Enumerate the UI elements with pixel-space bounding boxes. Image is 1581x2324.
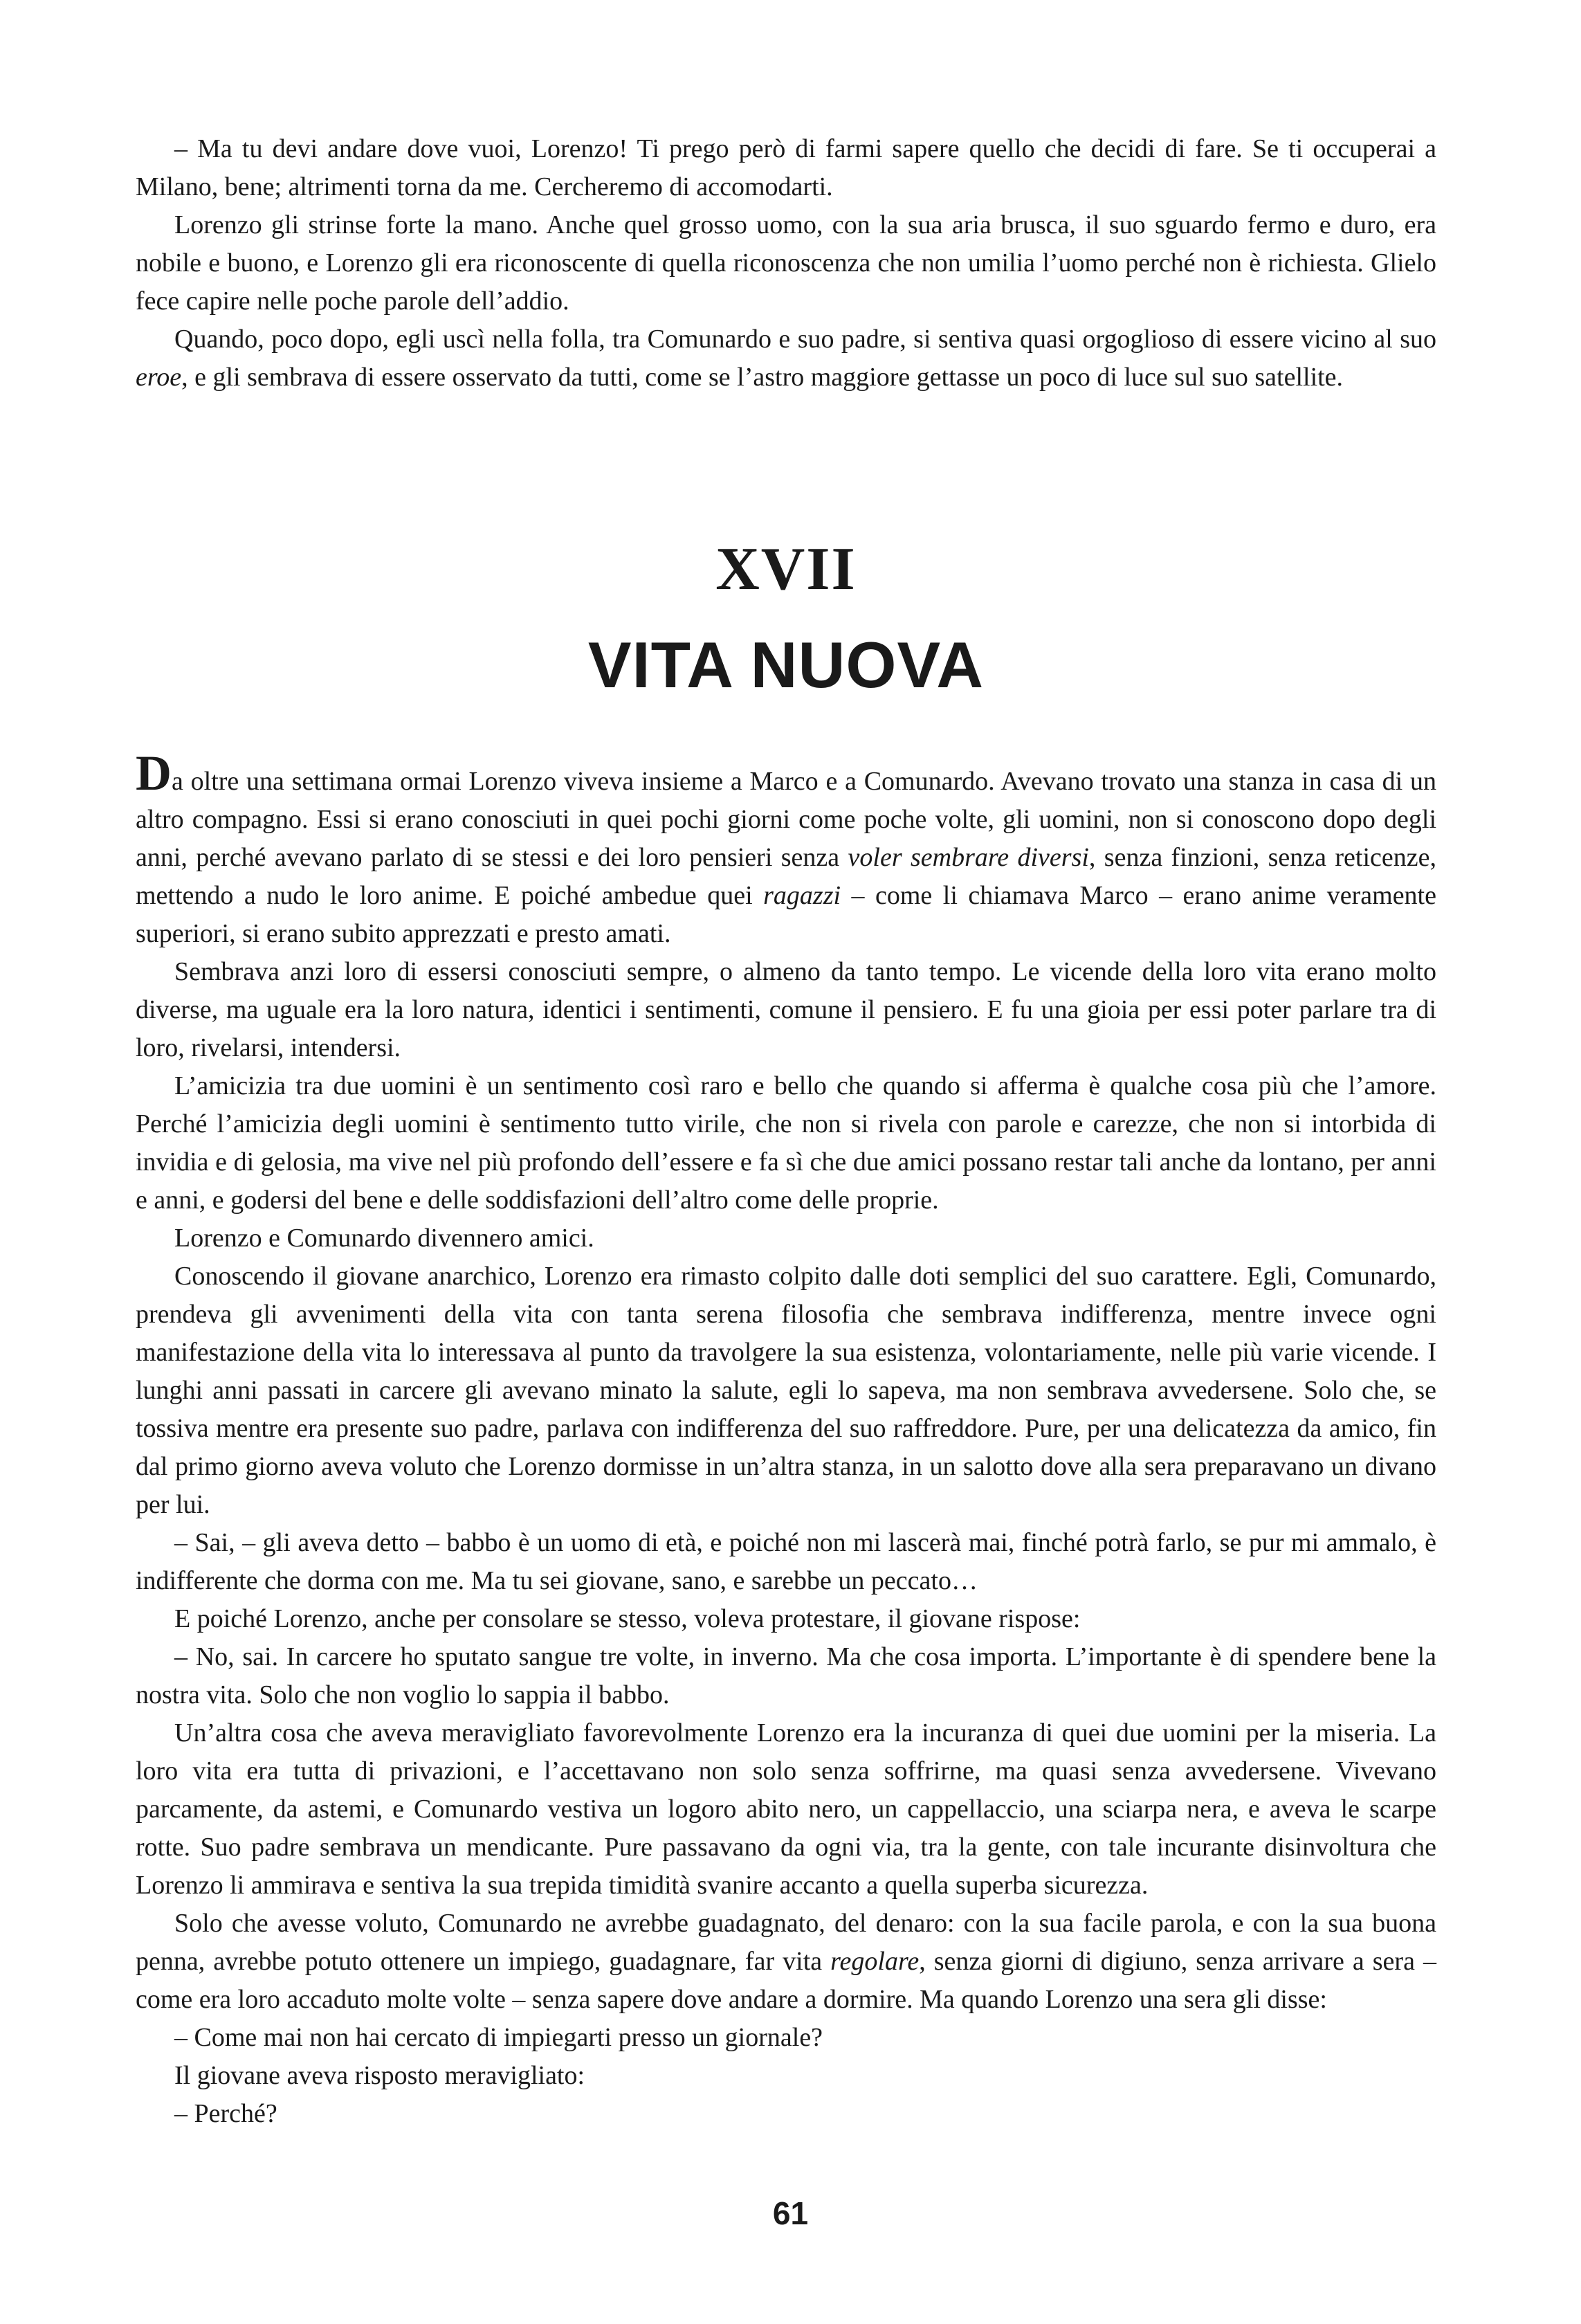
paragraph: – Sai, – gli aveva detto – babbo è un uomo di età, e poiché non mi lascerà mai, finché potrà farlo, se pur mi ammalo, è indifferente che dorma con me. Ma tu sei giovane, sano, e sarebbe un peccato… bbox=[136, 1528, 1436, 1595]
paragraph: – Perché? bbox=[174, 2099, 277, 2128]
page-number: 61 bbox=[772, 2195, 809, 2231]
paragraph: Il giovane aveva risposto meravigliato: bbox=[174, 2061, 585, 2090]
drop-cap: D bbox=[136, 745, 172, 801]
paragraph: Quando, poco dopo, egli uscì nella folla, tra Comunardo e suo padre, si sentiva quasi orgoglioso di essere vicino al suo eroe, e gli sembrava di essere osservato da tutti, come se l’astro maggiore gettasse un poco di luce sul suo satellite. bbox=[136, 325, 1436, 392]
paragraph: E poiché Lorenzo, anche per consolare se stesso, voleva protestare, il giovane rispose: bbox=[174, 1604, 1081, 1633]
paragraph: Conoscendo il giovane anarchico, Lorenzo era rimasto colpito dalle doti semplici del suo carattere. Egli, Comunardo, prendeva gli avvenimenti della vita con tanta serena filosofia che sembrava indifferenza, mentre invece ogni manifestazione della vita lo interessava al punto da travolgere la sua esistenza, volontariamente, nelle più varie vicende. I lunghi anni passati in carcere gli avevano minato la salute, egli lo sapeva, ma non sembrava avvedersene. Solo che, se tossiva mentre era presente suo padre, parlava con indifferenza del suo raffreddore. Pure, per una delicatezza da amico, fin dal primo giorno aveva voluto che Lorenzo dormisse in un’altra stanza, in un salotto dove alla sera preparavano un divano per lui. bbox=[136, 1262, 1436, 1519]
paragraph: Solo che avesse voluto, Comunardo ne avrebbe guadagnato, del denaro: con la sua facile parola, e con la sua buona penna, avrebbe potuto ottenere un impiego, guadagnare, far vita regolare, senza giorni di digiuno, senza arrivare a sera – come era loro accaduto molte volte – senza sapere dove andare a dormire. Ma quando Lorenzo una sera gli disse: bbox=[136, 1909, 1436, 2014]
paragraph: – Ma tu devi andare dove vuoi, Lorenzo! Ti prego però di farmi sapere quello che decidi di fare. Se ti occuperai a Milano, bene; altrimenti torna da me. Cercheremo di accomodarti. bbox=[136, 134, 1436, 201]
paragraph: Lorenzo e Comunardo divennero amici. bbox=[174, 1224, 594, 1253]
paragraph: Un’altra cosa che aveva meravigliato favorevolmente Lorenzo era la incuranza di quei due uomini per la miseria. La loro vita era tutta di privazioni, e l’accettavano non solo senza soffrirne, ma quasi senza avvedersene. Vivevano parcamente, da astemi, e Comunardo vestiva un logoro abito nero, un cappellaccio, una sciarpa nera, e aveva le scarpe rotte. Suo padre sembrava un mendicante. Pure passavano da ogni via, tra la gente, con tale incurante disinvoltura che Lorenzo li ammirava e sentiva la sua trepida timidità svanire accanto a quella superba sicurezza. bbox=[136, 1718, 1436, 1900]
paragraph: Lorenzo gli strinse forte la mano. Anche quel grosso uomo, con la sua aria brusca, il suo sguardo fermo e duro, era nobile e buono, e Lorenzo gli era riconoscente di quella riconoscenza che non umilia l’uomo perché non è richiesta. Glielo fece capire nelle poche parole dell’addio. bbox=[136, 210, 1436, 316]
paragraph: Da oltre una settimana ormai Lorenzo viveva insieme a Marco e a Comunardo. Avevano trovato una stanza in casa di un altro compagno. Essi si erano conosciuti in quei pochi giorni come poche volte, gli uomini, non si conoscono dopo degli anni, perché avevano parlato di se stessi e dei loro pensieri senza voler sembrare diversi, senza finzioni, senza reticenze, mettendo a nudo le loro anime. E poiché ambedue quei ragazzi – come li chiamava Marco – erano anime veramente superiori, si erano subito apprezzati e presto amati. bbox=[136, 745, 1436, 948]
paragraph: Sembrava anzi loro di essersi conosciuti sempre, o almeno da tanto tempo. Le vicende della loro vita erano molto diverse, ma uguale era la loro natura, identici i sentimenti, comune il pensiero. E fu una gioia per essi poter parlare tra di loro, rivelarsi, intendersi. bbox=[136, 957, 1436, 1062]
paragraph: – Come mai non hai cercato di impiegarti presso un giornale? bbox=[174, 2023, 823, 2052]
paragraph: L’amicizia tra due uomini è un sentimento così raro e bello che quando si afferma è qualche cosa più che l’amore. Perché l’amicizia degli uomini è sentimento tutto virile, che non si rivela con parole e carezze, che non si intorbida di invidia e di gelosia, ma vive nel più profondo dell’essere e fa sì che due amici possano restar tali anche da lontano, per anni e anni, e godersi del bene e delle soddisfazioni dell’altro come delle proprie. bbox=[136, 1071, 1436, 1215]
chapter-number: XVII bbox=[715, 536, 857, 603]
chapter-title: VITA NUOVA bbox=[587, 628, 985, 701]
page-body bbox=[136, 130, 1436, 2133]
paragraph: – No, sai. In carcere ho sputato sangue tre volte, in inverno. Ma che cosa importa. L’importante è di spendere bene la nostra vita. Solo che non voglio lo sappia il babbo. bbox=[136, 1642, 1436, 1709]
